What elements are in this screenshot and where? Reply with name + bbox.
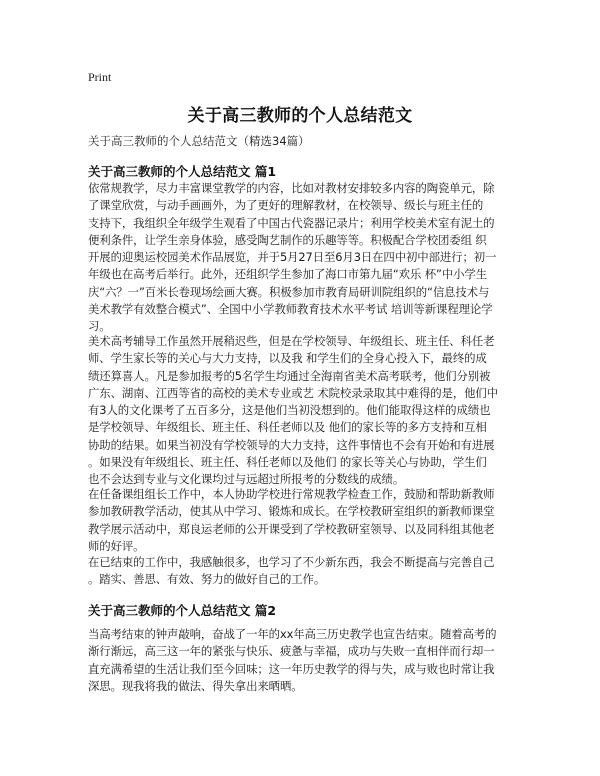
text-line: 了课堂欣赏，与动手画画外，为了更好的理解教材，在校领导、级长与班主任的 <box>88 198 484 213</box>
text-line: 习。 <box>88 319 111 334</box>
section1-paragraph-1 <box>88 180 518 336</box>
section1-paragraph-4 <box>88 554 518 589</box>
text-line: 师、学生家长等的关心与大力支持，以及我 和学生们的全身心投入下，最终的成 <box>88 351 487 366</box>
text-line: 依常规教学，尽力丰富课堂教学的内容，比如对教材安排较多内容的陶瓷单元，除 <box>88 181 495 195</box>
text-line: 教学展示活动中，郑良运老师的公开课受到了学校教研室领导、以及同科组其他老 <box>88 521 495 536</box>
text-line: 是学校领导、年级组长、班主任、科任老师以及 他们的家长等的多方支持和互相 <box>88 420 487 435</box>
print-link[interactable]: Print <box>88 70 112 84</box>
section1-paragraph-2 <box>88 333 518 489</box>
text-line: 美术教学有效整合模式”、全国中小学教师教育技术水平考试 培训等新课程理论学 <box>88 302 493 317</box>
text-line: 也不会达到专业与文化课均过与远超过所报考的分数线的成绩。 <box>88 472 405 487</box>
section1-paragraph-3 <box>88 486 518 555</box>
text-line: 师的好评。 <box>88 538 145 553</box>
text-line: 在已结束的工作中，我感触很多，也学习了不少新东西，我会不断提高与完善自己 <box>88 555 495 569</box>
text-line: 当高考结束的钟声敲响，奋战了一年的xx年高三历史教学也宣告结束。随着高考的 <box>88 627 497 641</box>
text-line: 美术高考辅导工作虽然开展稍迟些，但是在学校领导、年级组长、班主任、科任老 <box>88 334 495 348</box>
text-line: 年级也在高考后举行。此外，还组织学生参加了海口市第九届“欢乐 杯”中小学生 <box>88 267 488 282</box>
text-line: 开展的迎奥运校园美术作品展览，并于5月27日至6月3日在四中初中部进行；初一 <box>88 250 497 265</box>
text-line: 。踏实、善思、有效、努力的做好自己的工作。 <box>88 572 326 587</box>
text-line: 协助的结果。如果当初没有学校领导的大力支持，这件事情也不会有开始和有进展 <box>88 437 495 452</box>
text-line: 便利条件，让学生亲身体验，感受陶艺制作的乐趣等等。积极配合学校团委组 织 <box>88 232 487 247</box>
text-line: 渐行渐远，高三这一年的紧张与快乐、疲惫与幸福，成功与失败一直相伴而行却一 <box>88 644 495 659</box>
text-line: 广东、湖南、江西等省的高校的美术专业或艺 术院校录录取其中难得的是，他们中 <box>88 385 498 400</box>
text-line: 庆“六？一”百米长卷现场绘画大赛。积极参加市教育局研训院组织的“信息技术与 <box>88 284 490 299</box>
page-title: 关于高三教师的个人总结范文 <box>187 106 413 126</box>
section-heading-2: 关于高三教师的个人总结范文 篇2 <box>88 603 277 618</box>
section2-paragraph-1 <box>88 626 518 695</box>
text-line: 绩还算喜人。凡是参加报考的5名学生均通过全海南省美术高考联考，他们分别被 <box>88 368 491 383</box>
text-line: 在任备课组组长工作中，本人协助学校进行常规教学检查工作，鼓励和帮助新教师 <box>88 487 495 501</box>
text-line: 参加教研教学活动，使其从中学习、锻炼和成长。在学校教研室组织的新教师课堂 <box>88 504 495 519</box>
text-line: 支持下，我组织全年级学生观看了中国古代瓷器记录片；利用学校美术室有泥土的 <box>88 215 495 230</box>
text-line: 有3人的文化课考了五百多分，这是他们当初没想到的。他们能取得这样的成绩也 <box>88 403 491 418</box>
text-line: 深思。现我将我的做法、得失拿出来晒晒。 <box>88 678 303 693</box>
text-line: 直充满希望的生活让我们至今回味；这一年历史教学的得与失，成与败也时常让我 <box>88 661 495 676</box>
document-subtitle: 关于高三教师的个人总结范文（精选34篇） <box>88 134 310 148</box>
text-line: 。如果没有年级组长、班主任、科任老师以及他们 的家长等关心与协助，学生们 <box>88 455 487 470</box>
section-heading-1: 关于高三教师的个人总结范文 篇1 <box>88 164 277 179</box>
